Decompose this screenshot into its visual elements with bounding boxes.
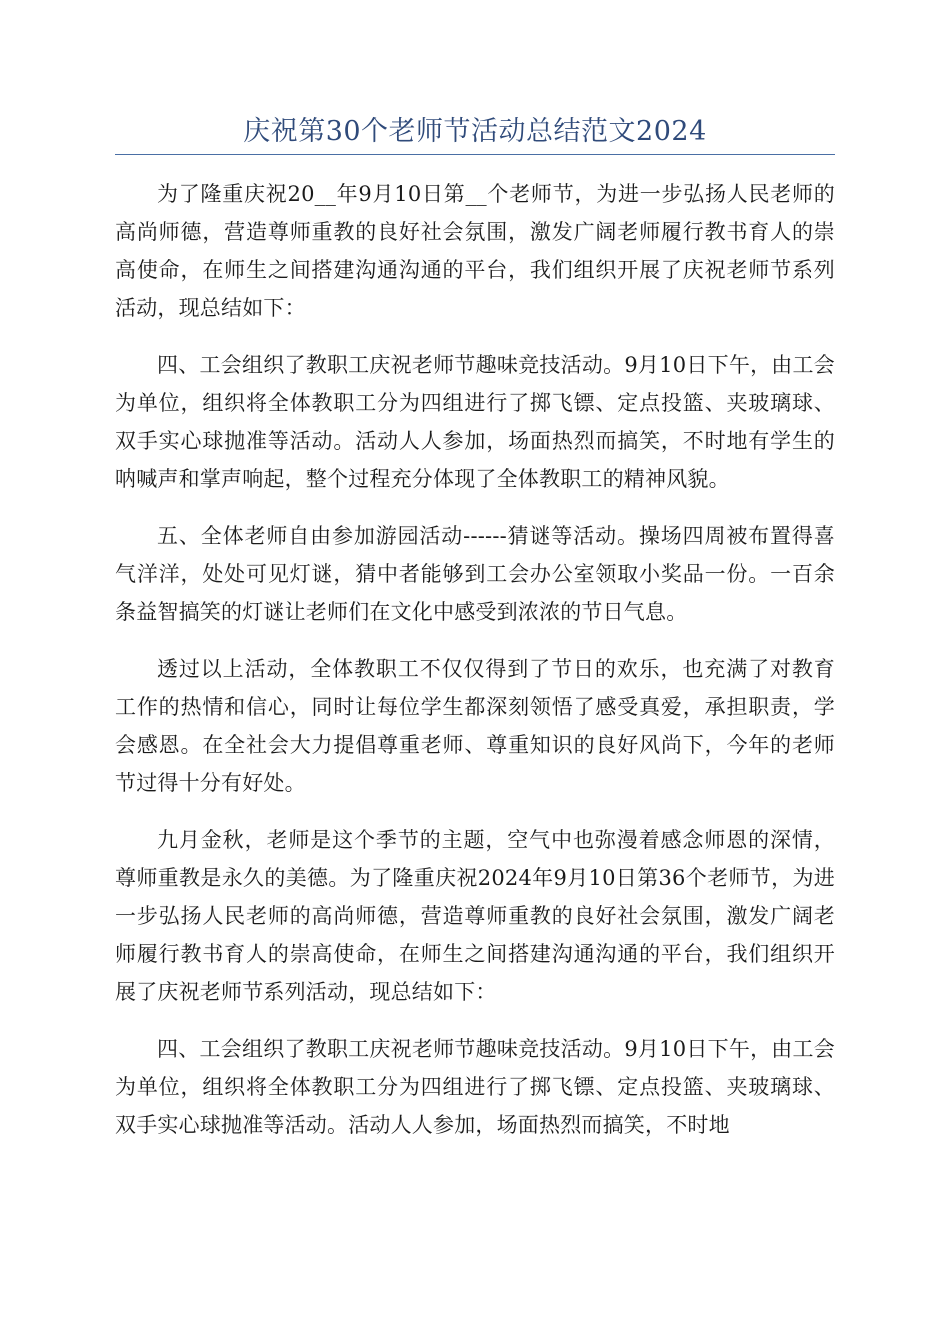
paragraph-2: 四、工会组织了教职工庆祝老师节趣味竞技活动。9月10日下午，由工会为单位，组织将全体教职工分为四组进行了掷飞镖、定点投篮、夹玻璃球、双手实心球抛准等活动。活动人人参加，场面热烈而搞笑，不时地有学生的呐喊声和掌声响起，整个过程充分体现了全体教职工的精神风貌。 xyxy=(115,353,835,491)
paragraph-1: 为了隆重庆祝20__年9月10日第__个老师节，为进一步弘扬人民老师的高尚师德，营造尊师重教的良好社会氛围，激发广阔老师履行教书育人的崇高使命，在师生之间搭建沟通沟通的平台，我们组织开展了庆祝老师节系列活动，现总结如下： xyxy=(115,182,835,320)
paragraph-5: 九月金秋，老师是这个季节的主题，空气中也弥漫着感念师恩的深情，尊师重教是永久的美德。为了隆重庆祝2024年9月10日第36个老师节，为进一步弘扬人民老师的高尚师德，营造尊师重教的良好社会氛围，激发广阔老师履行教书育人的崇高使命，在师生之间搭建沟通沟通的平台，我们组织开展了庆祝老师节系列活动，现总结如下： xyxy=(115,828,835,1004)
title-underline xyxy=(115,154,835,155)
paragraph-4: 透过以上活动，全体教职工不仅仅得到了节日的欢乐，也充满了对教育工作的热情和信心，同时让每位学生都深刻领悟了感受真爱，承担职责，学会感恩。在全社会大力提倡尊重老师、尊重知识的良好风尚下，今年的老师节过得十分有好处。 xyxy=(115,657,835,795)
paragraph-6: 四、工会组织了教职工庆祝老师节趣味竞技活动。9月10日下午，由工会为单位，组织将全体教职工分为四组进行了掷飞镖、定点投篮、夹玻璃球、双手实心球抛准等活动。活动人人参加，场面热烈而搞笑，不时地 xyxy=(115,1037,835,1137)
document-body xyxy=(115,175,835,1163)
paragraph-3: 五、全体老师自由参加游园活动------猜谜等活动。操场四周被布置得喜气洋洋，处处可见灯谜，猜中者能够到工会办公室领取小奖品一份。一百余条益智搞笑的灯谜让老师们在文化中感受到浓浓的节日气息。 xyxy=(115,524,835,624)
page-title: 庆祝第30个老师节活动总结范文2024 xyxy=(243,116,707,147)
